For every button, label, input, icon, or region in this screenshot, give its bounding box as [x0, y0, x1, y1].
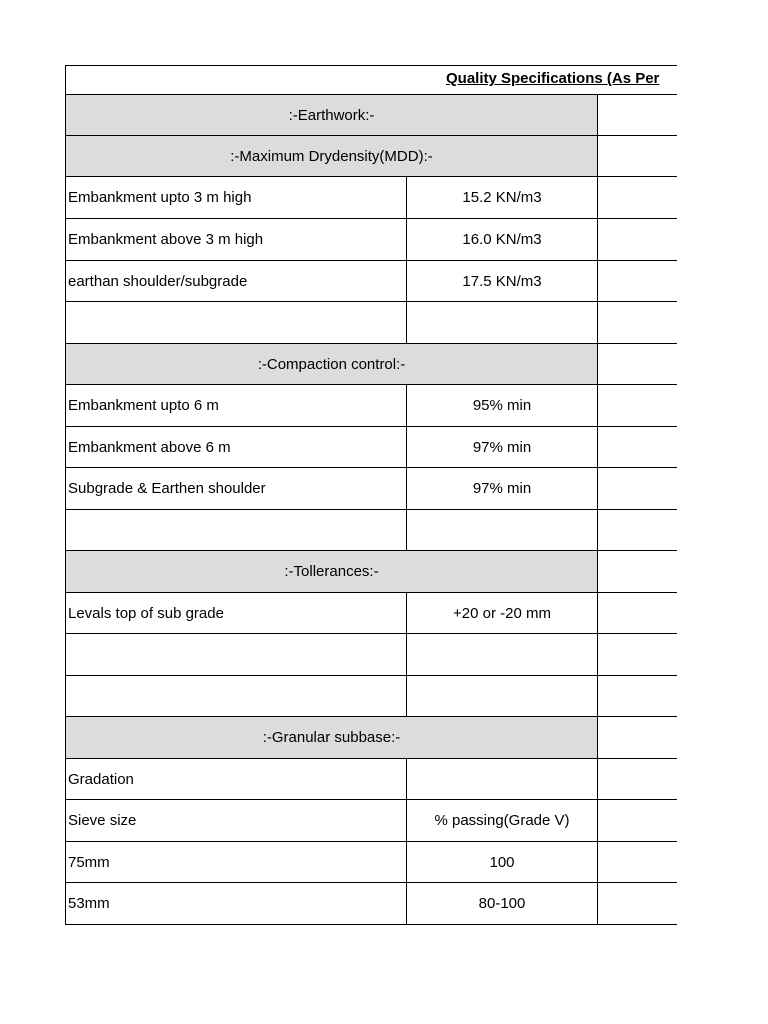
table-row — [66, 219, 677, 261]
extra-cell[interactable] — [598, 759, 677, 799]
table-row — [66, 427, 677, 468]
item-cell[interactable]: Sieve size — [66, 800, 407, 841]
value-cell[interactable]: 100 — [407, 842, 598, 882]
item-cell[interactable]: Embankment upto 6 m — [66, 385, 407, 426]
extra-cell[interactable] — [598, 95, 677, 135]
table-row — [66, 177, 677, 219]
value-cell[interactable]: % passing(Grade V) — [407, 800, 598, 841]
section-header-row — [66, 136, 677, 177]
sheet-title: Quality Specifications (As Per — [446, 70, 660, 87]
table-row — [66, 593, 677, 634]
value-cell[interactable]: 80-100 — [407, 883, 598, 924]
item-cell[interactable]: Embankment above 3 m high — [66, 219, 407, 260]
table-row — [66, 302, 677, 344]
item-cell[interactable]: Levals top of sub grade — [66, 593, 407, 633]
extra-cell[interactable] — [598, 510, 677, 550]
table-row — [66, 842, 677, 883]
table-row — [66, 883, 677, 925]
table-row — [66, 676, 677, 717]
value-cell[interactable] — [407, 759, 598, 799]
item-cell[interactable] — [66, 634, 407, 675]
extra-cell[interactable] — [598, 302, 677, 343]
value-cell[interactable] — [407, 634, 598, 675]
title-row — [66, 66, 677, 95]
table-row — [66, 800, 677, 842]
extra-cell[interactable] — [598, 800, 677, 841]
extra-cell[interactable] — [598, 177, 677, 218]
table-row — [66, 261, 677, 302]
value-cell[interactable]: 95% min — [407, 385, 598, 426]
extra-cell[interactable] — [598, 427, 677, 467]
table-row — [66, 759, 677, 800]
item-cell[interactable]: Gradation — [66, 759, 407, 799]
extra-cell[interactable] — [598, 385, 677, 426]
section-header-row — [66, 551, 677, 593]
extra-cell[interactable] — [598, 136, 677, 176]
extra-cell[interactable] — [598, 261, 677, 301]
section-header-cell[interactable]: :-Earthwork:- — [66, 95, 598, 135]
extra-cell[interactable] — [598, 634, 677, 675]
extra-cell[interactable] — [598, 593, 677, 633]
item-cell[interactable]: Embankment above 6 m — [66, 427, 407, 467]
section-header-cell[interactable]: :-Tollerances:- — [66, 551, 598, 592]
value-cell[interactable] — [407, 302, 598, 343]
section-header-row — [66, 344, 677, 385]
item-cell[interactable] — [66, 510, 407, 550]
extra-cell[interactable] — [598, 219, 677, 260]
value-cell[interactable]: 97% min — [407, 468, 598, 509]
item-cell[interactable]: earthan shoulder/subgrade — [66, 261, 407, 301]
extra-cell[interactable] — [598, 842, 677, 882]
section-header-cell[interactable]: :-Compaction control:- — [66, 344, 598, 384]
extra-cell[interactable] — [598, 468, 677, 509]
item-cell[interactable]: Embankment upto 3 m high — [66, 177, 407, 218]
extra-cell[interactable] — [598, 344, 677, 384]
table-row — [66, 468, 677, 510]
item-cell[interactable]: 75mm — [66, 842, 407, 882]
value-cell[interactable]: 17.5 KN/m3 — [407, 261, 598, 301]
value-cell[interactable] — [407, 676, 598, 716]
table-row — [66, 510, 677, 551]
extra-cell[interactable] — [598, 676, 677, 716]
section-header-cell[interactable]: :-Granular subbase:- — [66, 717, 598, 758]
table-row — [66, 385, 677, 427]
value-cell[interactable] — [407, 510, 598, 550]
item-cell[interactable]: Subgrade & Earthen shoulder — [66, 468, 407, 509]
section-header-row — [66, 95, 677, 136]
extra-cell[interactable] — [598, 551, 677, 592]
spec-sheet — [65, 65, 677, 925]
table-row — [66, 634, 677, 676]
value-cell[interactable]: 15.2 KN/m3 — [407, 177, 598, 218]
item-cell[interactable]: 53mm — [66, 883, 407, 924]
value-cell[interactable]: +20 or -20 mm — [407, 593, 598, 633]
value-cell[interactable]: 16.0 KN/m3 — [407, 219, 598, 260]
item-cell[interactable] — [66, 302, 407, 343]
extra-cell[interactable] — [598, 883, 677, 924]
value-cell[interactable]: 97% min — [407, 427, 598, 467]
section-header-row — [66, 717, 677, 759]
extra-cell[interactable] — [598, 717, 677, 758]
item-cell[interactable] — [66, 676, 407, 716]
section-header-cell[interactable]: :-Maximum Drydensity(MDD):- — [66, 136, 598, 176]
